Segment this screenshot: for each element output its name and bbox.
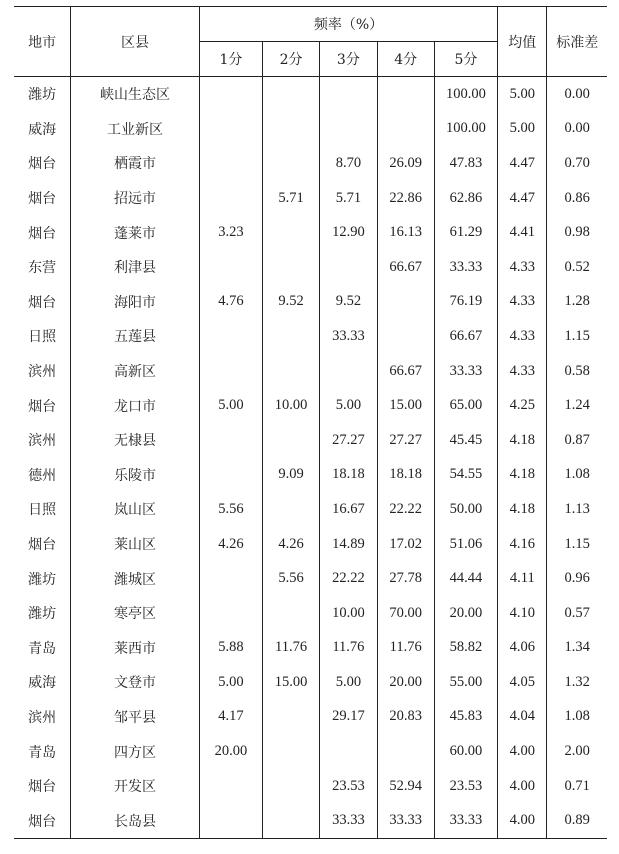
cell-freq-1 bbox=[199, 458, 262, 493]
cell-freq-5: 47.83 bbox=[434, 146, 497, 181]
cell-county: 邹平县 bbox=[71, 700, 200, 735]
header-mean: 均值 bbox=[498, 7, 547, 77]
cell-freq-2: 15.00 bbox=[262, 665, 319, 700]
cell-freq-5: 100.00 bbox=[434, 77, 497, 112]
cell-freq-2 bbox=[262, 700, 319, 735]
table-row bbox=[14, 77, 607, 112]
header-frequency: 频率（%） bbox=[199, 7, 497, 42]
cell-freq-1 bbox=[199, 319, 262, 354]
cell-freq-4: 66.67 bbox=[377, 250, 434, 285]
cell-mean: 4.47 bbox=[498, 146, 547, 181]
table-header bbox=[14, 7, 607, 77]
cell-mean: 4.00 bbox=[498, 769, 547, 804]
cell-freq-1 bbox=[199, 146, 262, 181]
cell-freq-2: 5.56 bbox=[262, 561, 319, 596]
cell-freq-4: 15.00 bbox=[377, 388, 434, 423]
cell-freq-1: 4.17 bbox=[199, 700, 262, 735]
cell-sd: 0.96 bbox=[564, 570, 590, 587]
cell-freq-3: 14.89 bbox=[320, 527, 377, 562]
cell-freq-1 bbox=[199, 561, 262, 596]
cell-sd: 0.89 bbox=[564, 812, 590, 829]
cell-city: 烟台 bbox=[14, 285, 71, 320]
cell-sd: 1.24 bbox=[564, 397, 590, 414]
cell-freq-4: 16.13 bbox=[377, 215, 434, 250]
cell-city: 烟台 bbox=[14, 146, 71, 181]
cell-freq-2: 5.71 bbox=[262, 181, 319, 216]
cell-freq-4: 18.18 bbox=[377, 458, 434, 493]
cell-freq-5: 100.00 bbox=[434, 112, 497, 147]
cell-sd: 1.08 bbox=[564, 466, 590, 483]
cell-county: 开发区 bbox=[71, 769, 200, 804]
cell-freq-5: 51.06 bbox=[434, 527, 497, 562]
cell-city: 青岛 bbox=[14, 734, 71, 769]
table-row bbox=[14, 423, 607, 458]
cell-freq-3: 29.17 bbox=[320, 700, 377, 735]
cell-freq-3 bbox=[320, 77, 377, 112]
cell-freq-2 bbox=[262, 77, 319, 112]
table-row bbox=[14, 215, 607, 250]
cell-freq-2 bbox=[262, 734, 319, 769]
cell-freq-4: 17.02 bbox=[377, 527, 434, 562]
cell-mean: 5.00 bbox=[498, 77, 547, 112]
cell-freq-2 bbox=[262, 319, 319, 354]
cell-mean: 4.10 bbox=[498, 596, 547, 631]
table-row bbox=[14, 250, 607, 285]
cell-county: 高新区 bbox=[71, 354, 200, 389]
cell-county: 工业新区 bbox=[71, 112, 200, 147]
cell-freq-5: 33.33 bbox=[434, 250, 497, 285]
cell-city: 烟台 bbox=[14, 769, 71, 804]
cell-freq-4: 11.76 bbox=[377, 631, 434, 666]
table-row bbox=[14, 561, 607, 596]
header-city: 地市 bbox=[14, 7, 71, 77]
table-row bbox=[14, 354, 607, 389]
cell-freq-1 bbox=[199, 423, 262, 458]
header-score-5: 5分 bbox=[434, 42, 497, 77]
cell-county: 海阳市 bbox=[71, 285, 200, 320]
cell-county: 潍城区 bbox=[71, 561, 200, 596]
cell-mean: 5.00 bbox=[498, 112, 547, 147]
header-score-4: 4分 bbox=[377, 42, 434, 77]
cell-city: 烟台 bbox=[14, 388, 71, 423]
cell-freq-4: 22.86 bbox=[377, 181, 434, 216]
cell-freq-1: 3.23 bbox=[199, 215, 262, 250]
cell-city: 滨州 bbox=[14, 354, 71, 389]
cell-sd: 1.08 bbox=[564, 708, 590, 725]
cell-freq-3: 33.33 bbox=[320, 803, 377, 838]
cell-sd: 1.34 bbox=[564, 639, 590, 656]
cell-mean: 4.41 bbox=[498, 215, 547, 250]
cell-county: 利津县 bbox=[71, 250, 200, 285]
cell-freq-3 bbox=[320, 112, 377, 147]
cell-mean: 4.05 bbox=[498, 665, 547, 700]
cell-freq-2 bbox=[262, 354, 319, 389]
cell-mean: 4.25 bbox=[498, 388, 547, 423]
cell-sd: 0.00 bbox=[564, 85, 590, 102]
cell-freq-2: 10.00 bbox=[262, 388, 319, 423]
cell-freq-3: 11.76 bbox=[320, 631, 377, 666]
cell-city: 威海 bbox=[14, 665, 71, 700]
cell-county: 莱西市 bbox=[71, 631, 200, 666]
cell-city: 东营 bbox=[14, 250, 71, 285]
cell-sd: 0.52 bbox=[564, 258, 590, 275]
cell-freq-1 bbox=[199, 354, 262, 389]
cell-city: 烟台 bbox=[14, 527, 71, 562]
cell-freq-2: 11.76 bbox=[262, 631, 319, 666]
header-sd: 标准差 bbox=[547, 7, 607, 77]
cell-freq-5: 45.45 bbox=[434, 423, 497, 458]
cell-mean: 4.18 bbox=[498, 423, 547, 458]
table-body bbox=[14, 77, 607, 839]
cell-freq-2 bbox=[262, 146, 319, 181]
cell-freq-3: 12.90 bbox=[320, 215, 377, 250]
cell-county: 五莲县 bbox=[71, 319, 200, 354]
table-row bbox=[14, 803, 607, 838]
cell-freq-4: 27.78 bbox=[377, 561, 434, 596]
cell-freq-4: 66.67 bbox=[377, 354, 434, 389]
cell-city: 青岛 bbox=[14, 631, 71, 666]
cell-city: 潍坊 bbox=[14, 77, 71, 112]
cell-freq-2 bbox=[262, 803, 319, 838]
cell-freq-3: 5.00 bbox=[320, 665, 377, 700]
cell-freq-1 bbox=[199, 77, 262, 112]
cell-county: 寒亭区 bbox=[71, 596, 200, 631]
cell-sd: 1.15 bbox=[564, 535, 590, 552]
cell-city: 潍坊 bbox=[14, 596, 71, 631]
cell-sd: 2.00 bbox=[564, 743, 590, 760]
cell-freq-4: 22.22 bbox=[377, 492, 434, 527]
cell-freq-1 bbox=[199, 181, 262, 216]
cell-sd: 1.13 bbox=[564, 500, 590, 517]
cell-county: 岚山区 bbox=[71, 492, 200, 527]
cell-sd: 1.15 bbox=[564, 327, 590, 344]
cell-mean: 4.00 bbox=[498, 734, 547, 769]
cell-mean: 4.04 bbox=[498, 700, 547, 735]
cell-freq-5: 65.00 bbox=[434, 388, 497, 423]
cell-mean: 4.16 bbox=[498, 527, 547, 562]
cell-freq-5: 33.33 bbox=[434, 803, 497, 838]
cell-freq-2 bbox=[262, 250, 319, 285]
cell-freq-3: 33.33 bbox=[320, 319, 377, 354]
cell-city: 潍坊 bbox=[14, 561, 71, 596]
cell-freq-5: 76.19 bbox=[434, 285, 497, 320]
cell-freq-5: 60.00 bbox=[434, 734, 497, 769]
cell-freq-4 bbox=[377, 285, 434, 320]
cell-freq-2 bbox=[262, 423, 319, 458]
cell-county: 无棣县 bbox=[71, 423, 200, 458]
cell-freq-1: 20.00 bbox=[199, 734, 262, 769]
cell-freq-4: 20.83 bbox=[377, 700, 434, 735]
cell-freq-5: 50.00 bbox=[434, 492, 497, 527]
cell-city: 滨州 bbox=[14, 700, 71, 735]
cell-freq-1: 5.00 bbox=[199, 388, 262, 423]
cell-freq-1: 5.00 bbox=[199, 665, 262, 700]
cell-freq-4: 26.09 bbox=[377, 146, 434, 181]
cell-freq-3: 5.00 bbox=[320, 388, 377, 423]
cell-freq-1: 4.76 bbox=[199, 285, 262, 320]
cell-county: 乐陵市 bbox=[71, 458, 200, 493]
cell-city: 滨州 bbox=[14, 423, 71, 458]
cell-sd: 0.58 bbox=[564, 362, 590, 379]
cell-mean: 4.33 bbox=[498, 285, 547, 320]
table-row bbox=[14, 181, 607, 216]
table-row bbox=[14, 596, 607, 631]
cell-freq-3: 8.70 bbox=[320, 146, 377, 181]
cell-county: 龙口市 bbox=[71, 388, 200, 423]
cell-freq-5: 33.33 bbox=[434, 354, 497, 389]
cell-freq-5: 62.86 bbox=[434, 181, 497, 216]
cell-mean: 4.33 bbox=[498, 354, 547, 389]
cell-freq-1 bbox=[199, 112, 262, 147]
table-row bbox=[14, 146, 607, 181]
header-score-1: 1分 bbox=[199, 42, 262, 77]
cell-freq-5: 44.44 bbox=[434, 561, 497, 596]
table-row bbox=[14, 734, 607, 769]
cell-freq-2: 9.52 bbox=[262, 285, 319, 320]
cell-freq-1: 5.56 bbox=[199, 492, 262, 527]
cell-freq-4 bbox=[377, 77, 434, 112]
cell-freq-1 bbox=[199, 596, 262, 631]
cell-freq-4: 27.27 bbox=[377, 423, 434, 458]
cell-sd: 0.86 bbox=[564, 189, 590, 206]
cell-county: 栖霞市 bbox=[71, 146, 200, 181]
cell-freq-3: 16.67 bbox=[320, 492, 377, 527]
cell-freq-5: 58.82 bbox=[434, 631, 497, 666]
cell-freq-4: 70.00 bbox=[377, 596, 434, 631]
header-score-2: 2分 bbox=[262, 42, 319, 77]
table-row bbox=[14, 527, 607, 562]
cell-freq-4: 20.00 bbox=[377, 665, 434, 700]
cell-freq-3: 18.18 bbox=[320, 458, 377, 493]
cell-mean: 4.18 bbox=[498, 458, 547, 493]
cell-city: 德州 bbox=[14, 458, 71, 493]
cell-freq-2 bbox=[262, 492, 319, 527]
cell-freq-5: 45.83 bbox=[434, 700, 497, 735]
table-row bbox=[14, 285, 607, 320]
cell-county: 招远市 bbox=[71, 181, 200, 216]
cell-city: 烟台 bbox=[14, 215, 71, 250]
cell-freq-4 bbox=[377, 319, 434, 354]
cell-freq-1: 5.88 bbox=[199, 631, 262, 666]
cell-freq-2 bbox=[262, 596, 319, 631]
table-row bbox=[14, 700, 607, 735]
cell-freq-4: 52.94 bbox=[377, 769, 434, 804]
cell-sd: 0.87 bbox=[564, 431, 590, 448]
table-row bbox=[14, 631, 607, 666]
cell-freq-3: 22.22 bbox=[320, 561, 377, 596]
table-row bbox=[14, 112, 607, 147]
cell-freq-5: 61.29 bbox=[434, 215, 497, 250]
cell-freq-1 bbox=[199, 769, 262, 804]
cell-freq-2: 4.26 bbox=[262, 527, 319, 562]
cell-sd: 1.28 bbox=[564, 293, 590, 310]
cell-freq-3: 9.52 bbox=[320, 285, 377, 320]
cell-freq-5: 54.55 bbox=[434, 458, 497, 493]
cell-freq-2: 9.09 bbox=[262, 458, 319, 493]
cell-city: 日照 bbox=[14, 492, 71, 527]
cell-freq-3 bbox=[320, 250, 377, 285]
table-row bbox=[14, 388, 607, 423]
cell-city: 日照 bbox=[14, 319, 71, 354]
cell-freq-4 bbox=[377, 112, 434, 147]
cell-sd: 0.00 bbox=[564, 120, 590, 137]
cell-county: 四方区 bbox=[71, 734, 200, 769]
cell-sd: 0.98 bbox=[564, 224, 590, 241]
header-score-3: 3分 bbox=[320, 42, 377, 77]
cell-freq-3 bbox=[320, 734, 377, 769]
cell-freq-5: 55.00 bbox=[434, 665, 497, 700]
cell-freq-3: 5.71 bbox=[320, 181, 377, 216]
cell-mean: 4.00 bbox=[498, 803, 547, 838]
cell-freq-4: 33.33 bbox=[377, 803, 434, 838]
cell-city: 威海 bbox=[14, 112, 71, 147]
cell-county: 峡山生态区 bbox=[71, 77, 200, 112]
header-county: 区县 bbox=[71, 7, 200, 77]
cell-freq-2 bbox=[262, 112, 319, 147]
cell-county: 文登市 bbox=[71, 665, 200, 700]
cell-county: 蓬莱市 bbox=[71, 215, 200, 250]
cell-sd: 0.57 bbox=[564, 604, 590, 621]
cell-freq-5: 23.53 bbox=[434, 769, 497, 804]
cell-freq-3 bbox=[320, 354, 377, 389]
cell-sd: 0.71 bbox=[564, 777, 590, 794]
cell-mean: 4.18 bbox=[498, 492, 547, 527]
table-row bbox=[14, 319, 607, 354]
cell-mean: 4.33 bbox=[498, 319, 547, 354]
cell-county: 长岛县 bbox=[71, 803, 200, 838]
frequency-table bbox=[14, 6, 607, 839]
cell-freq-3: 27.27 bbox=[320, 423, 377, 458]
cell-sd: 1.32 bbox=[564, 673, 590, 690]
cell-freq-2 bbox=[262, 769, 319, 804]
cell-mean: 4.47 bbox=[498, 181, 547, 216]
table-row bbox=[14, 458, 607, 493]
cell-mean: 4.06 bbox=[498, 631, 547, 666]
cell-county: 莱山区 bbox=[71, 527, 200, 562]
cell-freq-3: 10.00 bbox=[320, 596, 377, 631]
cell-freq-1 bbox=[199, 803, 262, 838]
cell-city: 烟台 bbox=[14, 803, 71, 838]
cell-freq-5: 66.67 bbox=[434, 319, 497, 354]
cell-freq-1 bbox=[199, 250, 262, 285]
cell-freq-4 bbox=[377, 734, 434, 769]
cell-freq-3: 23.53 bbox=[320, 769, 377, 804]
cell-city: 烟台 bbox=[14, 181, 71, 216]
cell-sd: 0.70 bbox=[564, 154, 590, 171]
table-row bbox=[14, 665, 607, 700]
cell-freq-1: 4.26 bbox=[199, 527, 262, 562]
cell-mean: 4.11 bbox=[498, 561, 547, 596]
table-row bbox=[14, 769, 607, 804]
table-row bbox=[14, 492, 607, 527]
cell-mean: 4.33 bbox=[498, 250, 547, 285]
cell-freq-2 bbox=[262, 215, 319, 250]
cell-freq-5: 20.00 bbox=[434, 596, 497, 631]
